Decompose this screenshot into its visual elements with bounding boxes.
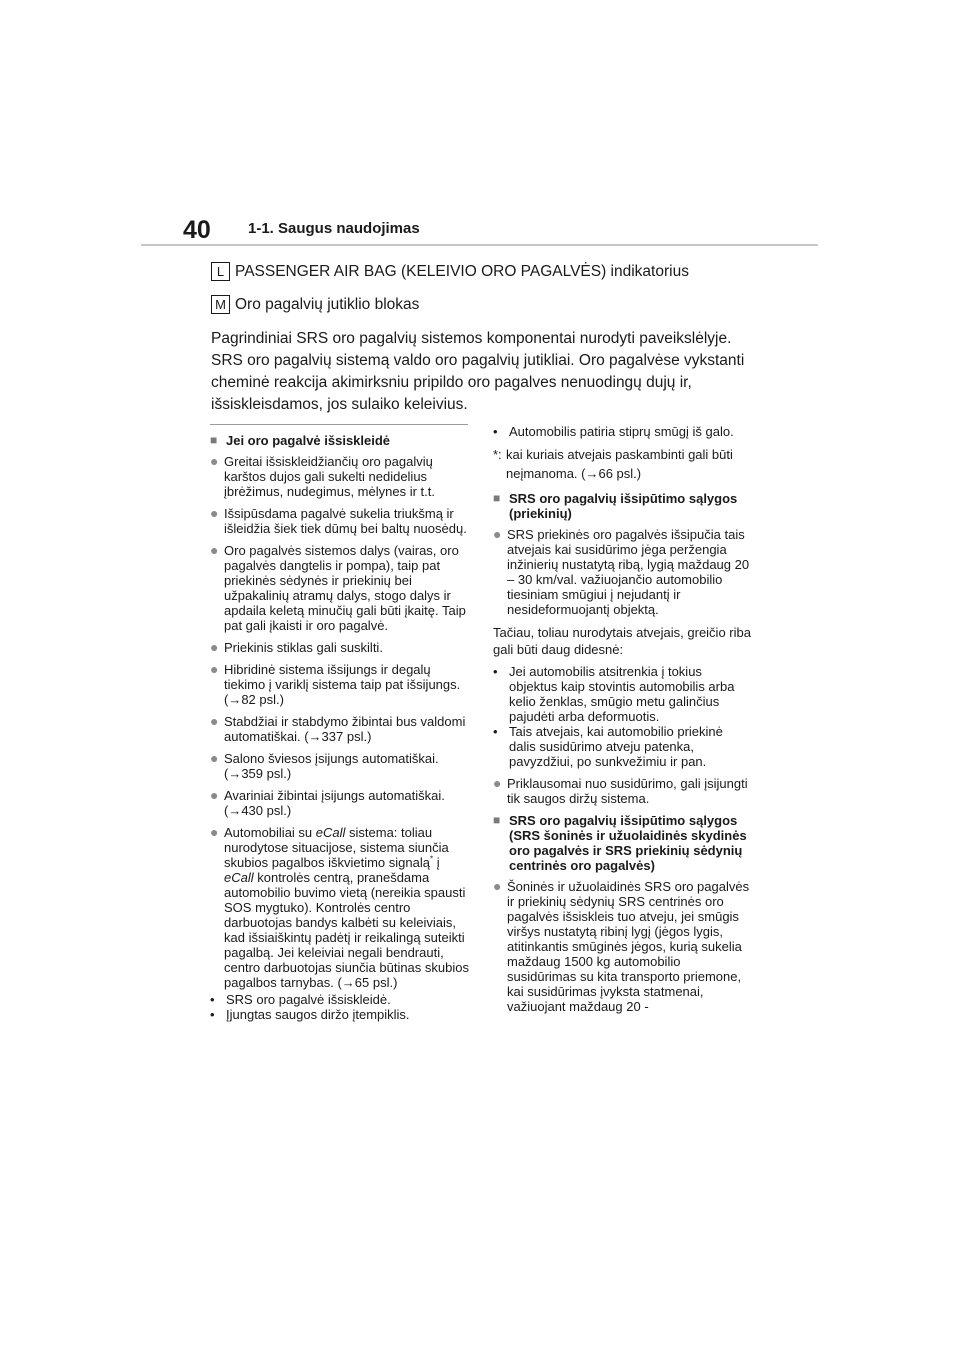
section-heading [493, 491, 753, 521]
ecall-term: eCall [315, 825, 346, 840]
intro-paragraph: Pagrindiniai SRS oro pagalvių sistemos komponentai nurodyti paveikslėlyje. SRS oro pagalvių sistemą valdo oro pagalvių jutikliai. Oro pagalvėse vykstanti cheminė reakcija akimirksniu pripildo oro pagalves nenuodingų dujų ir, išsiskleisdamos, jos sulaiko keleivius. [211, 330, 745, 413]
sub-list-item [493, 424, 753, 439]
sub-list-item [210, 992, 470, 1007]
dot-bullet-icon: ● [210, 824, 219, 840]
list-item [210, 714, 470, 744]
legend-item-l [211, 262, 751, 281]
list-item [493, 879, 753, 1014]
dot-bullet-icon: ● [210, 505, 219, 521]
header-divider [141, 244, 818, 246]
footnote-marker: * [429, 854, 434, 864]
square-bullet-icon: ■ [493, 491, 501, 505]
sub-list-item-text: Tais atvejais, kai automobilio priekinė dalis susidūrimo atveju patenka, pavyzdžiui, po sunkvežimiu ir pan. [509, 724, 723, 769]
heading-text: SRS oro pagalvių išsipūtimo sąlygos (SRS šoninės ir užuolaidinės skydinės oro pagalvės ir SRS priekinių sėdynių centrinės oro pagalvės) [509, 813, 747, 873]
list-item [210, 662, 470, 707]
dot-bullet-icon: ● [493, 526, 502, 542]
list-item [493, 527, 753, 617]
section-heading [210, 433, 470, 448]
list-item-text: Šoninės ir užuolaidinės SRS oro pagalvės ir priekinių sėdynių SRS centrinės oro pagalvės išsiskleis tuo atveju, jei smūgis viršys nustatytą ribinį lygį (jėgos lygis, atitinkantis smūginės jėgos, kurią sukelia maždaug 1500 kg automobilio susidūrimas su kita transporto priemone, kai susidūrimas įvyksta statmenai, važiuojant maždaug 20 - [507, 879, 750, 1014]
sub-list-item-text: Automobilis patiria stiprų smūgį iš galo. [509, 424, 734, 439]
list-item-text: SRS priekinės oro pagalvės išsipučia tais atvejais kai susidūrimo jėga peržengia inžinierių nustatytą ribą, lygią maždaug 20 – 30 km/val. važiuojančio automobilio tiesiniam smūgiui į nejudantį ir nesideformuojantį objektą. [507, 527, 750, 617]
list-item-text: Greitai išsiskleidžiančių oro pagalvių karštos dujos gali sukelti nedidelius įbrėžimus, nudegimus, mėlynes ir t.t. [224, 454, 435, 499]
dot-bullet-icon: ● [493, 878, 502, 894]
heading-text: SRS oro pagalvių išsipūtimo sąlygos (priekinių) [509, 491, 738, 521]
sub-list-item-text: Įjungtas saugos diržo įtempiklis. [226, 1007, 410, 1022]
page-number: 40 [183, 216, 211, 244]
small-bullet-icon: • [210, 992, 215, 1007]
paragraph: Tačiau, toliau nurodytais atvejais, greičio riba gali būti daug didesnė: [493, 625, 751, 657]
dot-bullet-icon: ● [210, 713, 219, 729]
list-item-text: Priekinis stiklas gali suskilti. [224, 640, 383, 655]
column-divider [210, 424, 468, 425]
sub-list-item [493, 664, 753, 724]
section-title: 1-1. Saugus naudojimas [248, 220, 420, 237]
square-bullet-icon: ■ [210, 433, 218, 447]
section-heading [493, 813, 753, 873]
list-item-text: Oro pagalvės sistemos dalys (vairas, oro pagalvės dangtelis ir pompa), taip pat priekinės sėdynės ir priekinių bei užpakalinių atramų dalys, stogo dalys ir apdaila keletą minučių gali būti įkaitę. Taip pat gali įkaisti ir oro pagalvė. [224, 543, 466, 633]
list-item [210, 454, 470, 499]
list-item-text: Avariniai žibintai įsijungs automatiškai. (→430 psl.) [224, 788, 445, 818]
legend-text-m: Oro pagalvių jutiklio blokas [235, 295, 420, 313]
small-bullet-icon: • [493, 724, 498, 739]
list-item [493, 776, 753, 806]
small-bullet-icon: • [210, 1007, 215, 1022]
page-header [0, 210, 960, 246]
left-column [210, 424, 470, 1022]
sub-list-item [210, 1007, 470, 1022]
list-item-text: Hibridinė sistema išsijungs ir degalų tiekimo į variklį sistema taip pat išsijungs. (→82 psl.) [224, 662, 461, 707]
heading-text: Jei oro pagalvė išsiskleidė [226, 433, 391, 448]
list-item-text: Priklausomai nuo susidūrimo, gali įsijungti tik saugos diržų sistema. [507, 776, 748, 806]
sub-list-item [493, 724, 753, 769]
footnote [493, 445, 753, 483]
list-item-ecall [210, 825, 470, 990]
list-item [210, 640, 470, 655]
list-item-text: Stabdžiai ir stabdymo žibintai bus valdomi automatiškai. (→337 psl.) [224, 714, 466, 744]
list-item-text: Salono šviesos įsijungs automatiškai. (→359 psl.) [224, 751, 439, 781]
list-item [210, 788, 470, 818]
square-bullet-icon: ■ [493, 813, 501, 827]
dot-bullet-icon: ● [210, 542, 219, 558]
sub-list-item-text: Jei automobilis atsitrenkia į tokius objektus kaip stovintis automobilis arba kelio ženklas, smūgio metu galinčius pajudėti arba deformuotis. [509, 664, 735, 724]
small-bullet-icon: • [493, 664, 498, 679]
sub-list-item-text: SRS oro pagalvė išsiskleidė. [226, 992, 391, 1007]
dot-bullet-icon: ● [210, 453, 219, 469]
dot-bullet-icon: ● [210, 750, 219, 766]
legend-item-m [211, 295, 751, 314]
legend-text-l: PASSENGER AIR BAG (KELEIVIO ORO PAGALVĖS) indikatorius [235, 262, 689, 280]
dot-bullet-icon: ● [210, 639, 219, 655]
list-item-text: Automobiliai su eCall sistema: toliau nurodytose situacijose, sistema siunčia skubios pagalbos iškvietimo signalą* į eCall kontrolės centrą, pranešdama automobilio buvimo vietą (nereikia spausti SOS mygtuko). Kontrolės centro darbuotojas bandys kalbėti su keleiviais, kad išsiaiškintų padėtį ir reikalingą suteikti pagalbą. Jei keleiviai negali bendrauti, centro darbuotojas siunčia būtinas skubios pagalbos tarnybas. (→65 psl.) [224, 825, 469, 990]
dot-bullet-icon: ● [210, 787, 219, 803]
footnote-text: kai kuriais atvejais paskambinti gali būti neįmanoma. (→66 psl.) [506, 447, 733, 481]
dot-bullet-icon: ● [210, 661, 219, 677]
ecall-term: eCall [224, 870, 254, 885]
list-item [210, 751, 470, 781]
list-item [210, 506, 470, 536]
right-column [493, 424, 753, 1021]
list-item-text: Išsipūsdama pagalvė sukelia triukšmą ir išleidžia šiek tiek dūmų bei baltų nuosėdų. [224, 506, 467, 536]
legend-key-m: M [211, 295, 230, 314]
dot-bullet-icon: ● [493, 775, 502, 791]
legend-key-l: L [211, 262, 230, 281]
footnote-marker: *: [493, 447, 502, 462]
small-bullet-icon: • [493, 424, 498, 439]
list-item [210, 543, 470, 633]
intro-block [211, 262, 751, 416]
